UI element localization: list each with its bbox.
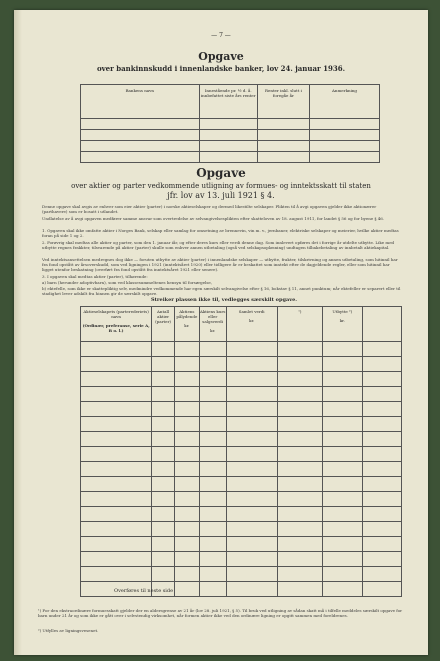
col-extra xyxy=(362,307,401,342)
document-page xyxy=(14,10,428,655)
table-row xyxy=(81,119,380,130)
col-par-value: Aktiens pålydende kr. xyxy=(174,307,199,342)
table-row xyxy=(81,462,402,477)
table-row xyxy=(81,492,402,507)
table-row xyxy=(81,477,402,492)
table-row xyxy=(81,130,380,141)
section1-subtitle: over bankinnskudd i innenlandske banker, lov 24. januar 1936. xyxy=(96,64,346,73)
col-company-name: Aktieselskapets (parterederiets) navn (Ordinær, preferanse, serie A, B o. l.) xyxy=(81,307,152,342)
col-share-count: Antall aktier (parter) xyxy=(152,307,175,342)
col-interest: Renter inkl. slutt i foregåe år xyxy=(257,85,309,119)
instruction-para6: 3. I opgaven skal medtas aktier (parter), tilhørende: xyxy=(42,274,148,279)
section2-subtitle-line1: over aktier og parter vedkommende utligning av formues- og inntektsskatt til staten xyxy=(71,182,371,190)
table-row xyxy=(81,372,402,387)
col-dividend: Utbytte ²) kr. xyxy=(322,307,362,342)
page-number: — 7 — xyxy=(211,32,231,39)
table-row xyxy=(81,567,402,582)
col-note1: ¹) xyxy=(277,307,322,342)
table-row xyxy=(81,552,402,567)
col-bank-name: Bankens navn xyxy=(81,85,200,119)
table-row xyxy=(81,387,402,402)
section2-subtitle-line2: jfr. lov av 13. juli 1921 § 4. xyxy=(167,191,275,200)
col-total-value: Samlet verdi kr. xyxy=(226,307,277,342)
instruction-para8: b) ektefelle, som ikke er skattepliktig selv, medmindre vedkommende har egen særskilt selvangivelse efter § 16, bokstav § 11, annet punktum; når ektefeller er separert eller til stadighet lever adskilt fra hinnen gir de særskilt opgave. xyxy=(42,286,401,296)
instruction-para3: 1. Opgaven skal ikke omfatte aktier i Norges Bank, selskap eller samlag for omsetning av brennevin, vin m. v., jernbaner, elektriske selskaper og meierier, hvilke aktier medtas foran på side 1 og 2. xyxy=(42,228,399,238)
footnote-2: ²) Utfylles av ligningsvesenet. xyxy=(38,628,99,633)
table-row xyxy=(81,152,380,163)
page-edge xyxy=(14,10,22,655)
table-row xyxy=(81,342,402,357)
table-row xyxy=(81,447,402,462)
section2-title: Opgave xyxy=(196,166,246,180)
instruction-para2: Undlatelse av å avgi opgaven medfører samme ansvar som overtredelse av selvangivelsesplikten efter skatteloven av 18. august 1911, for landet § 56 og for byene § 46. xyxy=(42,216,385,221)
col-balance: Innestående pr. ½ d. å. innbefattet siste års renter xyxy=(199,85,257,119)
shares-table xyxy=(80,306,402,597)
col-market-value: Aktiens kurs eller salgsverdi kr. xyxy=(199,307,226,342)
table-row xyxy=(81,402,402,417)
table-row xyxy=(81,432,402,447)
section1-title: Opgave xyxy=(198,50,244,63)
footnote-1: ¹) For den ekstraordinære formuesskatt gjelder der en aldersgrense av 21 år (lov 28. juli 1921, § 5). Til bruk ved utligning av sådan skatt må i tilfelle meddeles særskilt opgave for barn under 21 år og som ikke er gått over i selvstendig virksomhet, når formen aktier ikke ved den ordinære ligning er opgitt sammen med foreldrenes. xyxy=(38,608,403,618)
table-row xyxy=(81,522,402,537)
instruction-para5: Ved inntektsansettelsen medregnes dog ikke — foruten utbytte av aktier (parter) i innenlandske selskaper — utbytte, frakter, tilskrivning og annen utbetaling, som hitinnil har fra fond opstått av årsoverskudd, som ved ligningen i 1921 (inntektsåret 1920) eller tidligere år er beskattet som inntekt efter de dagjeldende regler, eller som hitinnil har ligget utenfor beskatning (overført fra fond opstått fra inntektsåret 1921 eller senere). xyxy=(42,257,398,272)
carry-forward-label: Overføres til neste side xyxy=(114,588,174,594)
table-row xyxy=(81,141,380,152)
instruction-para7: a) barn (herunder adoptivbarn), som ved klassesummeltenes hensyn til forsørgelse, xyxy=(42,280,213,285)
table-row xyxy=(81,357,402,372)
table-row xyxy=(81,507,402,522)
table-row xyxy=(81,537,402,552)
instruction-para1: Denne opgave skal avgis av enhver som eier aktier (parter) i norske aktieselskaper og dermed likestilte selskaper. Plikten til å avgi opgaven gjelder ikke aktionærer (parthavere) som er bosatt i utlandet. xyxy=(42,204,377,214)
instruction-para4: 2. Forøvrig skal medtas alle aktier og parter, som den 1. januar iår, og efter deres kurs eller verdi denne dag. Som innlevert opføres det i forrige år utdelte utbytte. Like med utbytte regnes frakkter, tilsvarende på aktier (parter) skulle som enhver annen utbetaling (også ved selskapsopløsning) undtagen tilbakebetaling av innbetalt aktiekapital. xyxy=(42,240,395,250)
strike-note: Streiker plassen ikke til, vedlegges særskilt opgave. xyxy=(150,297,298,303)
bank-deposits-table xyxy=(80,84,380,163)
table-row xyxy=(81,417,402,432)
col-remarks: Anmerkning xyxy=(310,85,380,119)
